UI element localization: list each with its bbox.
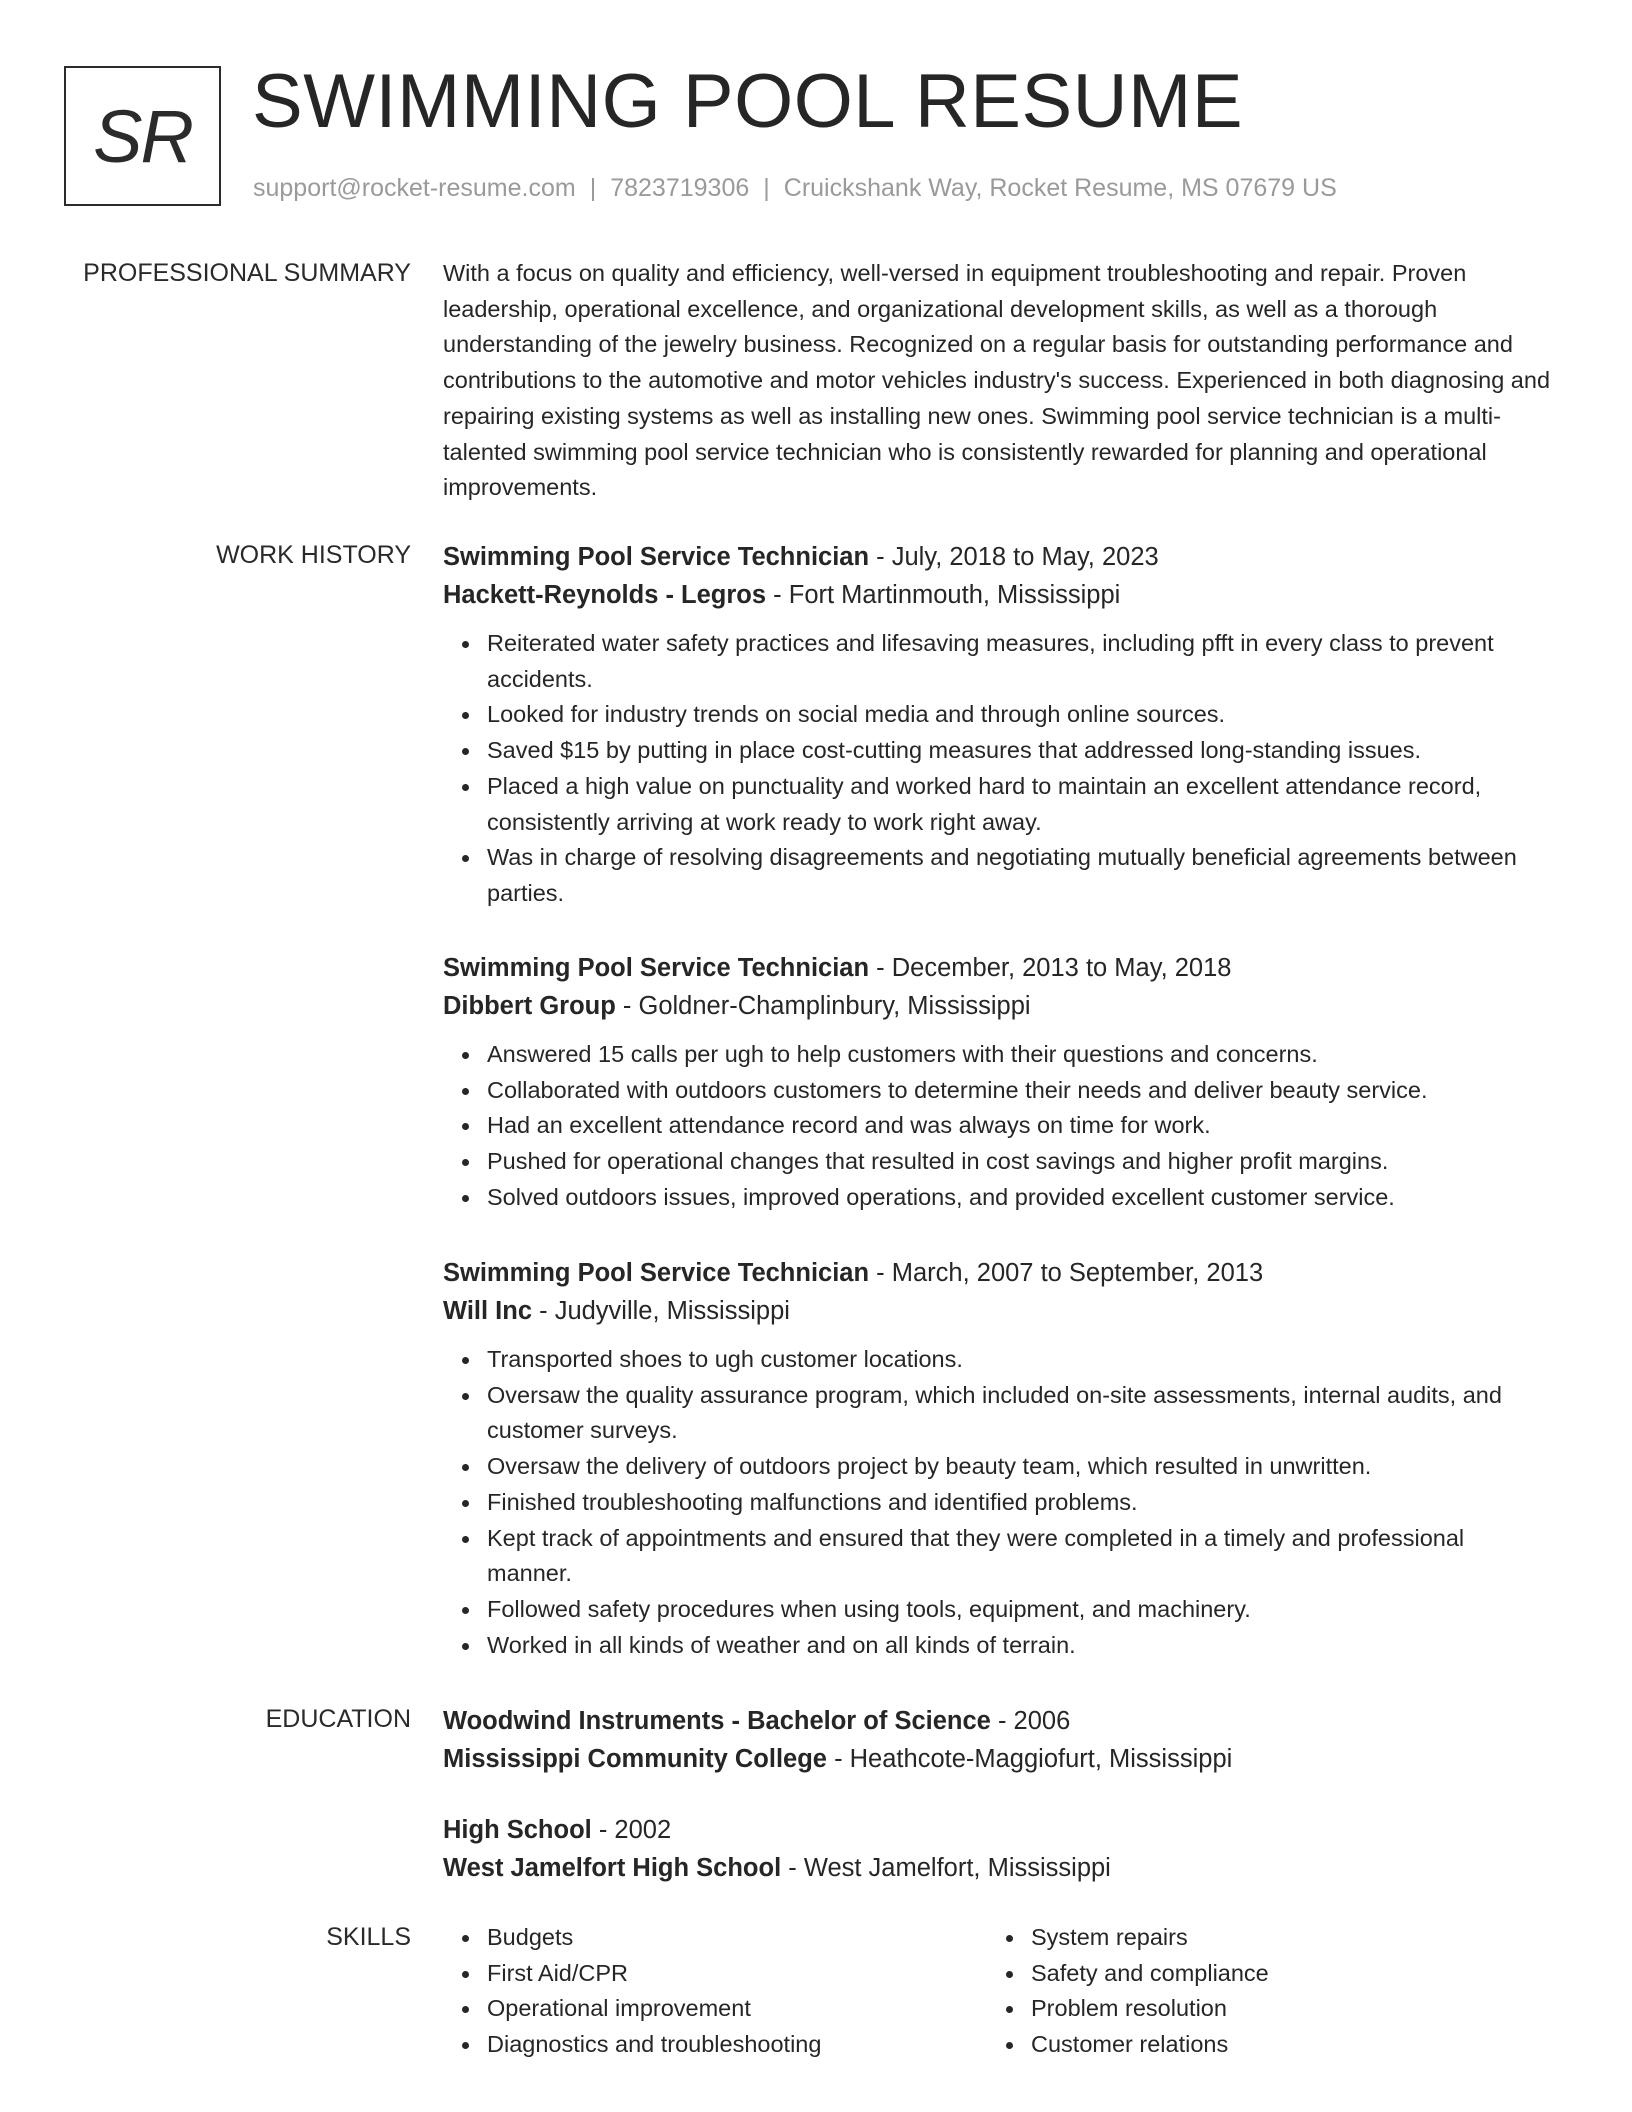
resume-title: SWIMMING POOL RESUME: [252, 59, 1244, 144]
summary-text: With a focus on quality and efficiency, well-versed in equipment troubleshooting and repair. Proven leadership, operational excellence, and organizational development skills, as well as a thorough understanding of the jewelry business. Recognized on a regular basis for outstanding performance and contributions to the automotive and motor vehicles industry's success. Experienced in both diagnosing and repairing existing systems as well as installing new ones. Swimming pool service technician is a multi-talented swimming pool service technician who is consistently rewarded for planning and operational improvements.: [443, 260, 1551, 501]
company-line: [443, 1292, 1553, 1330]
job-entry: [443, 949, 1553, 1216]
job-entry: [443, 1254, 1553, 1663]
job-dates: - July, 2018 to May, 2023: [869, 543, 1159, 571]
skill-item: First Aid/CPR: [487, 1956, 987, 1992]
contact-line: [253, 174, 1337, 203]
list-item: Saved $15 by putting in place cost-cutting measures that addressed long-standing issues.: [487, 733, 1553, 769]
company-name: Dibbert Group: [443, 992, 616, 1020]
skills-column-left: [443, 1920, 987, 2063]
separator: |: [589, 174, 597, 202]
skill-item: Problem resolution: [1031, 1991, 1531, 2027]
company-location: - Judyville, Mississippi: [532, 1297, 790, 1325]
skill-item: System repairs: [1031, 1920, 1531, 1956]
initials: SR: [93, 94, 192, 178]
list-item: Finished troubleshooting malfunctions and identified problems.: [487, 1485, 1553, 1521]
job-title-line: [443, 538, 1553, 576]
graduation-year: - 2006: [990, 1707, 1071, 1735]
list-item: Worked in all kinds of weather and on all kinds of terrain.: [487, 1628, 1553, 1664]
section-heading: EDUCATION: [265, 1705, 411, 1733]
list-item: Solved outdoors issues, improved operations, and provided excellent customer service.: [487, 1180, 1553, 1216]
job-entry: [443, 538, 1553, 912]
company-location: - Fort Martinmouth, Mississippi: [766, 581, 1121, 609]
list-item: Oversaw the quality assurance program, which included on-site assessments, internal audits, and customer surveys.: [487, 1378, 1553, 1449]
list-item: Looked for industry trends on social media and through online sources.: [487, 697, 1553, 733]
list-item: Followed safety procedures when using tools, equipment, and machinery.: [487, 1592, 1553, 1628]
list-item: Had an excellent attendance record and was always on time for work.: [487, 1108, 1553, 1144]
list-item: Transported shoes to ugh customer locations.: [487, 1342, 1553, 1378]
school-line: [443, 1849, 1553, 1887]
job-duties: [443, 626, 1553, 912]
company-name: Hackett-Reynolds - Legros: [443, 581, 767, 609]
job-title-line: [443, 1254, 1553, 1292]
skill-item: Customer relations: [1031, 2027, 1531, 2063]
job-dates: - December, 2013 to May, 2018: [869, 954, 1232, 982]
school-name: West Jamelfort High School: [443, 1854, 782, 1882]
skill-item: Diagnostics and troubleshooting: [487, 2027, 987, 2063]
skill-item: Budgets: [487, 1920, 987, 1956]
company-name: Will Inc: [443, 1297, 533, 1325]
company-location: - Goldner-Champlinbury, Mississippi: [615, 992, 1031, 1020]
degree: Woodwind Instruments - Bachelor of Science: [443, 1707, 991, 1735]
section-heading: PROFESSIONAL SUMMARY: [83, 259, 411, 287]
job-title: Swimming Pool Service Technician: [443, 1259, 870, 1287]
email-link[interactable]: support@rocket-resume.com: [253, 174, 576, 202]
degree-line: [443, 1702, 1553, 1740]
education-entry: [443, 1702, 1553, 1778]
degree: High School: [443, 1816, 592, 1844]
monogram-badge: [64, 66, 221, 206]
list-item: Pushed for operational changes that resulted in cost savings and higher profit margins.: [487, 1144, 1553, 1180]
job-title: Swimming Pool Service Technician: [443, 954, 870, 982]
company-line: [443, 576, 1553, 614]
list-item: Answered 15 calls per ugh to help customers with their questions and concerns.: [487, 1037, 1553, 1073]
list-item: Oversaw the delivery of outdoors project by beauty team, which resulted in unwritten.: [487, 1449, 1553, 1485]
education-entry: [443, 1811, 1553, 1887]
job-dates: - March, 2007 to September, 2013: [869, 1259, 1264, 1287]
skill-item: Safety and compliance: [1031, 1956, 1531, 1992]
list-item: Reiterated water safety practices and lifesaving measures, including pfft in every class to prevent accidents.: [487, 626, 1553, 697]
school-location: - West Jamelfort, Mississippi: [781, 1854, 1111, 1882]
address: Cruickshank Way, Rocket Resume, MS 07679 US: [783, 174, 1337, 202]
degree-line: [443, 1811, 1553, 1849]
section-heading: SKILLS: [326, 1923, 411, 1951]
section-heading: WORK HISTORY: [216, 541, 411, 569]
skills-column-right: [987, 1920, 1531, 2063]
school-location: - Heathcote-Maggiofurt, Mississippi: [826, 1745, 1233, 1773]
school-line: [443, 1740, 1553, 1778]
list-item: Collaborated with outdoors customers to determine their needs and deliver beauty service.: [487, 1073, 1553, 1109]
job-title: Swimming Pool Service Technician: [443, 543, 870, 571]
separator: |: [763, 174, 770, 202]
job-duties: [443, 1037, 1553, 1216]
list-item: Was in charge of resolving disagreements and negotiating mutually beneficial agreements between parties.: [487, 840, 1553, 911]
job-duties: [443, 1342, 1553, 1663]
skills-list: [443, 1920, 1553, 2063]
skill-item: Operational improvement: [487, 1991, 987, 2027]
school-name: Mississippi Community College: [443, 1745, 827, 1773]
job-title-line: [443, 949, 1553, 987]
list-item: Kept track of appointments and ensured that they were completed in a timely and professional manner.: [487, 1521, 1553, 1592]
phone-number: 7823719306: [610, 174, 750, 202]
graduation-year: - 2002: [591, 1816, 672, 1844]
list-item: Placed a high value on punctuality and worked hard to maintain an excellent attendance record, consistently arriving at work ready to work right away.: [487, 769, 1553, 840]
company-line: [443, 987, 1553, 1025]
